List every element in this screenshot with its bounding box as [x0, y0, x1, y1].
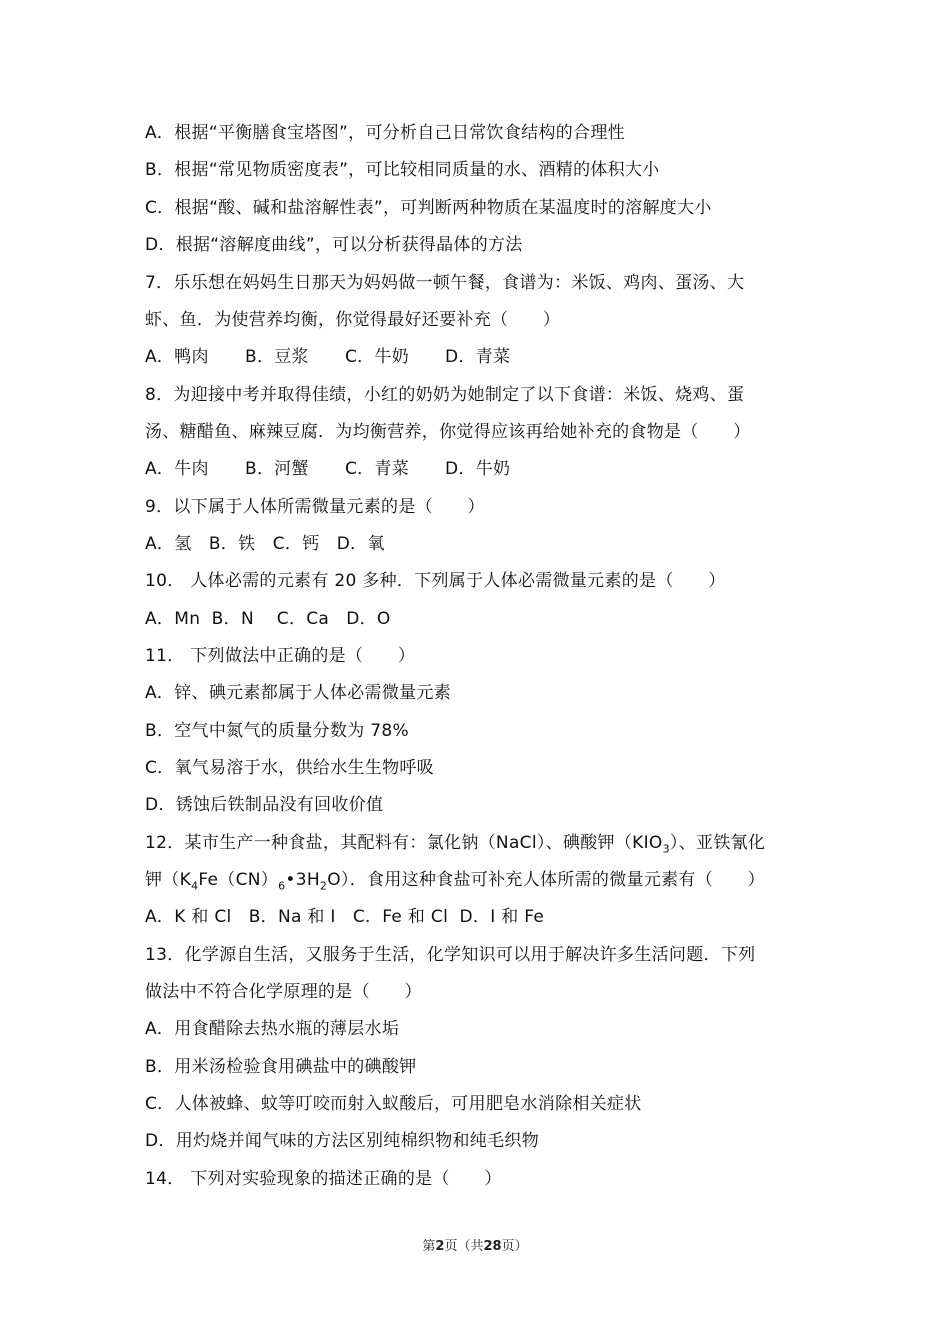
q6-option-c: C．根据“酸、碱和盐溶解性表”，可判断两种物质在某温度时的溶解度大小 — [145, 198, 712, 218]
q12-stem-line1 — [145, 831, 765, 855]
q12-sub-4: 4 — [191, 879, 199, 893]
q6-option-b: B．根据“常见物质密度表”，可比较相同质量的水、酒精的体积大小 — [145, 160, 660, 180]
q13-option-a: A．用食醋除去热水瓶的薄层水垢 — [145, 1019, 400, 1039]
q12-text-f: O）．食用这种食盐可补充人体所需的微量元素有（ ） — [327, 870, 765, 890]
q9-stem: 9．以下属于人体所需微量元素的是（ ） — [145, 497, 485, 517]
q8-option-b: B．河蟹 — [245, 459, 309, 479]
q11-option-d: D．锈蚀后铁制品没有回收价值 — [145, 795, 384, 815]
q11-option-a: A．锌、碘元素都属于人体必需微量元素 — [145, 683, 452, 703]
q8-options — [145, 457, 510, 481]
q12-options: A．K 和 Cl B．Na 和 I C．Fe 和 Cl D．I 和 Fe — [145, 907, 545, 927]
q8-option-c: C．青菜 — [345, 459, 410, 479]
footer-page-number: 2 — [435, 1239, 445, 1254]
q11-stem: 11． 下列做法中正确的是（ ） — [145, 646, 416, 666]
q12-sub-6: 6 — [278, 879, 286, 893]
q11-option-c: C．氧气易溶于水，供给水生生物呼吸 — [145, 758, 434, 778]
q12-sub-2: 2 — [319, 879, 328, 893]
q8-option-a: A．牛肉 — [145, 459, 209, 479]
q9-options: A．氢 B．铁 C．钙 D．氧 — [145, 534, 385, 554]
q7-option-b: B．豆浆 — [245, 347, 309, 367]
q6-option-a: A．根据“平衡膳食宝塔图”，可分析自己日常饮食结构的合理性 — [145, 123, 625, 143]
q8-stem-line1: 8．为迎接中考并取得佳绩，小红的奶奶为她制定了以下食谱：米饭、烧鸡、蛋 — [145, 385, 745, 405]
q7-option-c: C．牛奶 — [345, 347, 410, 367]
footer-suffix: 页） — [501, 1239, 528, 1254]
q14-stem: 14． 下列对实验现象的描述正确的是（ ） — [145, 1169, 502, 1189]
q7-option-a: A．鸭肉 — [145, 347, 209, 367]
q12-text-b: ）、亚铁氰化 — [669, 833, 766, 853]
q13-option-c: C．人体被蜂、蚊等叮咬而射入蚁酸后，可用肥皂水消除相关症状 — [145, 1094, 642, 1114]
q12-text-d: Fe（CN） — [198, 870, 279, 890]
q8-stem-line2: 汤、糖醋鱼、麻辣豆腐．为均衡营养，你觉得应该再给她补充的食物是（ ） — [145, 422, 751, 442]
footer-prefix: 第 — [422, 1239, 436, 1254]
page-footer — [0, 1235, 950, 1254]
footer-total-pages: 28 — [483, 1239, 502, 1254]
q10-stem: 10． 人体必需的元素有 20 多种．下列属于人体必需微量元素的是（ ） — [145, 571, 726, 591]
q7-options — [145, 345, 510, 369]
q7-stem-line2: 虾、鱼．为使营养均衡，你觉得最好还要补充（ ） — [145, 310, 561, 330]
q12-text-a: 12．某市生产一种食盐，其配料有：氯化钠（NaCl）、碘酸钾（KIO — [145, 833, 663, 853]
q13-stem-line2: 做法中不符合化学原理的是（ ） — [145, 982, 422, 1002]
q11-option-b: B．空气中氮气的质量分数为 78% — [145, 721, 409, 741]
q7-stem-line1: 7．乐乐想在妈妈生日那天为妈妈做一顿午餐，食谱为：米饭、鸡肉、蛋汤、大 — [145, 273, 745, 293]
q12-text-e: •3H — [285, 870, 320, 890]
q13-stem-line1: 13．化学源自生活，又服务于生活，化学知识可以用于解决许多生活问题．下列 — [145, 945, 756, 965]
q10-options: A．Mn B．N C．Ca D．O — [145, 609, 391, 629]
q12-stem-line2 — [145, 868, 765, 892]
q7-option-d: D．青菜 — [445, 347, 511, 367]
q12-text-c: 钾（K — [145, 870, 192, 890]
q8-option-d: D．牛奶 — [445, 459, 511, 479]
footer-mid: 页（共 — [444, 1239, 484, 1254]
q13-option-d: D．用灼烧并闻气味的方法区别纯棉织物和纯毛织物 — [145, 1131, 539, 1151]
q13-option-b: B．用米汤检验食用碘盐中的碘酸钾 — [145, 1057, 417, 1077]
q6-option-d: D．根据“溶解度曲线”，可以分析获得晶体的方法 — [145, 235, 523, 255]
q12-sub-3: 3 — [662, 842, 670, 856]
